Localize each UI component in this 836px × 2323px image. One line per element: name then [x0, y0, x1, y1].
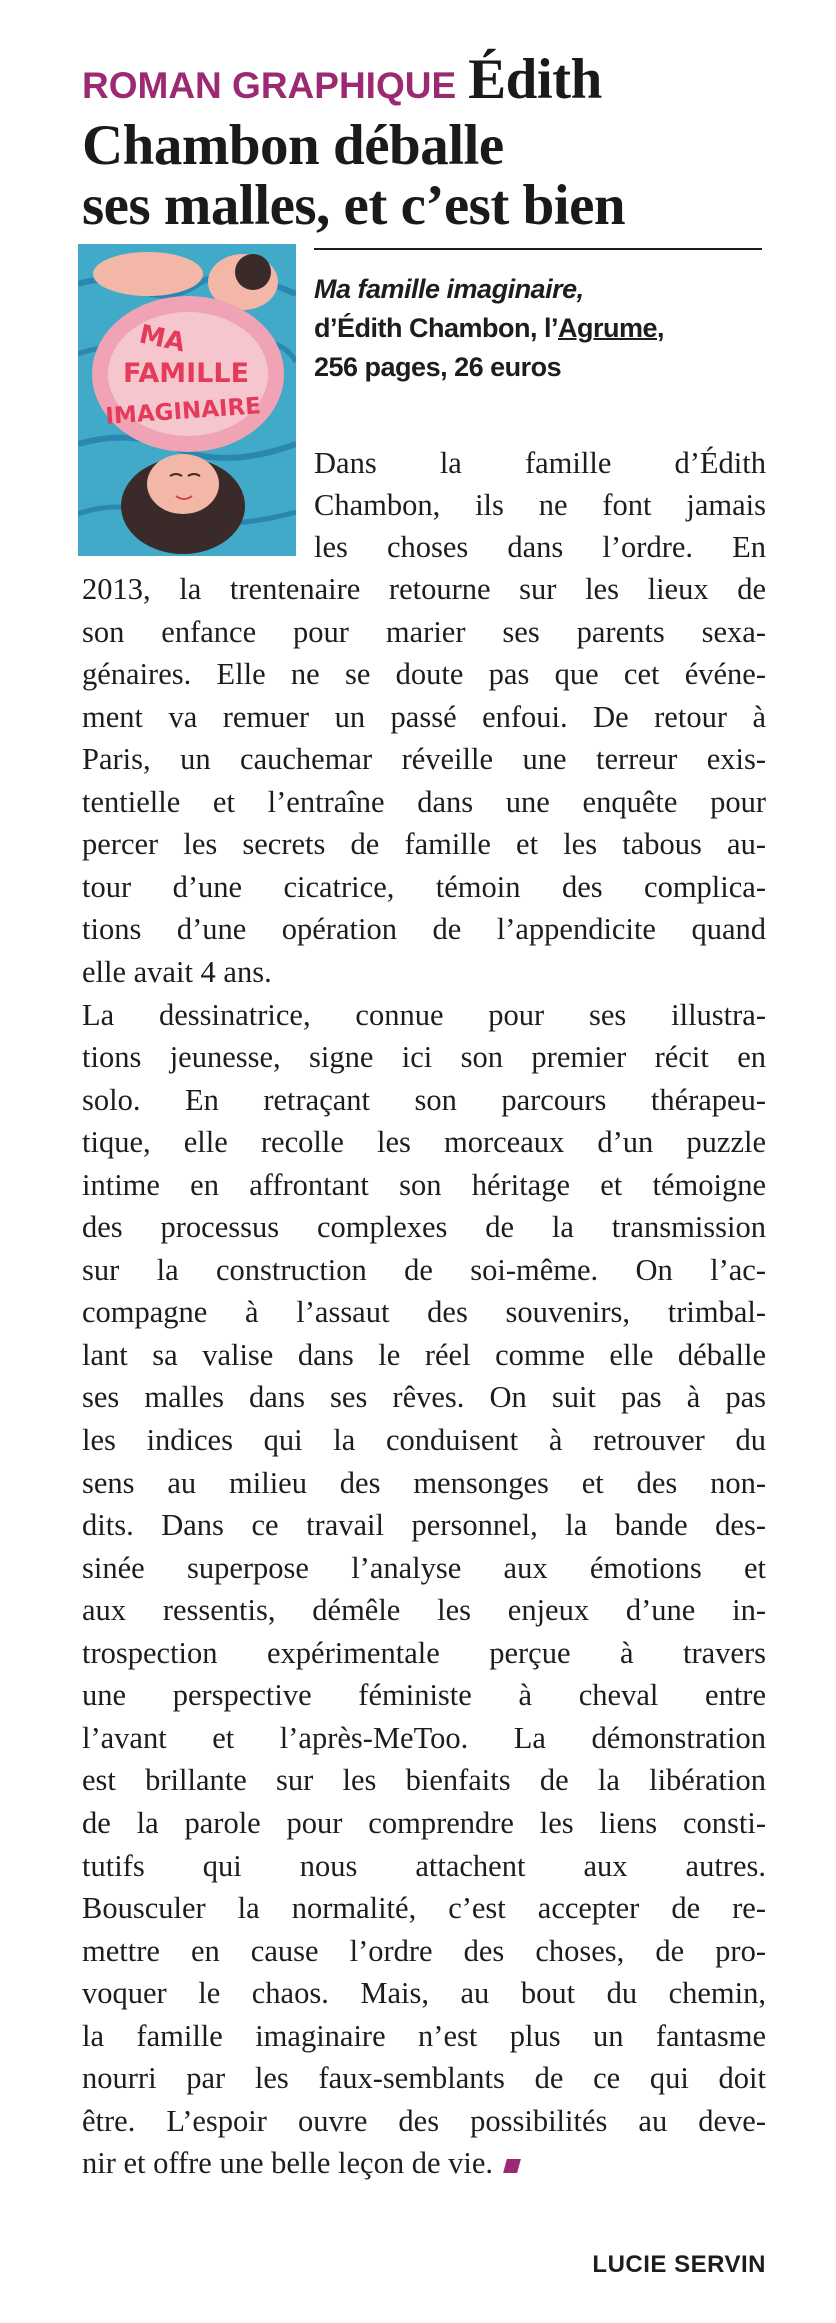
body-line: nir et offre une belle leçon de vie. — [82, 2142, 766, 2184]
cover-title-famille: FAMILLE — [123, 358, 250, 389]
body-line: sur la construction de soi-même. On l’ac- — [82, 1252, 766, 1287]
book-author: d’Édith Chambon, l’ — [314, 313, 558, 343]
body-line: nourri par les faux-semblants de ce qui doit — [82, 2061, 766, 2096]
byline: LUCIE SERVIN — [592, 2251, 766, 2278]
body-line: 2013, la trentenaire retourne sur les lieux de — [82, 572, 766, 606]
body-line: tour d’une cicatrice, témoin des complica- — [82, 869, 766, 904]
body-line: tentielle et l’entraîne dans une enquête pour — [82, 784, 766, 819]
body-line: ment va remuer un passé enfoui. De retour à — [82, 699, 766, 734]
body-line: est brillante sur les bienfaits de la libération — [82, 1763, 766, 1798]
body-line: tutifs qui nous attachent aux autres. — [82, 1848, 766, 1883]
body-line: ses malles dans ses rêves. On suit pas à pas — [82, 1380, 766, 1415]
body-line: sens au milieu des mensonges et des non- — [82, 1465, 766, 1500]
body-line: Dans la famille d’Édith — [314, 446, 766, 480]
body-line: Bousculer la normalité, c’est accepter de re- — [82, 1891, 766, 1926]
headline-line-2: Chambon déballe — [82, 114, 504, 177]
body-line: l’avant et l’après-MeToo. La démonstration — [82, 1720, 766, 1755]
book-title: Ma famille imaginaire, — [314, 274, 584, 304]
headline-line-1 — [82, 50, 772, 116]
kicker-label: ROMAN GRAPHIQUE — [82, 65, 457, 106]
body-line: voquer le chaos. Mais, au bout du chemin, — [82, 1976, 766, 2011]
body-line: de la parole pour comprendre les liens consti- — [82, 1805, 766, 1840]
headline-line-3: ses malles, et c’est bien — [82, 174, 626, 237]
book-publisher: Agrume — [557, 313, 657, 343]
body-line: la famille imaginaire n’est plus un fantasme — [82, 2018, 766, 2053]
cover-title-imaginaire: IMAGINAIRE — [104, 393, 262, 430]
body-line: elle avait 4 ans. — [82, 954, 272, 989]
body-line: aux ressentis, démêle les enjeux d’une in- — [82, 1593, 766, 1628]
body-line: La dessinatrice, connue pour ses illustra- — [82, 997, 766, 1032]
body-line: lant sa valise dans le réel comme elle déballe — [82, 1337, 766, 1372]
body-line: des processus complexes de la transmission — [82, 1210, 766, 1245]
book-author-line — [314, 309, 764, 348]
body-line: son enfance pour marier ses parents sexa- — [82, 614, 766, 649]
cover-title-ma: MA — [136, 319, 188, 359]
body-line: solo. En retraçant son parcours thérapeu- — [82, 1082, 766, 1117]
body-line: être. L’espoir ouvre des possibilités au deve- — [82, 2103, 766, 2138]
divider-rule — [314, 248, 762, 250]
book-info — [314, 270, 764, 387]
body-line: les choses dans l’ordre. En — [314, 530, 766, 564]
body-line: mettre en cause l’ordre des choses, de pro- — [82, 1933, 766, 1968]
body-line: intime en affrontant son héritage et témoigne — [82, 1167, 766, 1202]
book-details: 256 pages, 26 euros — [314, 352, 562, 382]
book-author-suffix: , — [657, 313, 665, 343]
body-line: Paris, un cauchemar réveille une terreur exis- — [82, 742, 766, 777]
body-line: percer les secrets de famille et les tabous au- — [82, 827, 766, 862]
book-cover-image — [78, 244, 296, 556]
body-line: sinée superpose l’analyse aux émotions et — [82, 1550, 766, 1585]
body-line: trospection expérimentale perçue à travers — [82, 1635, 766, 1670]
headline — [82, 50, 772, 236]
end-mark-icon — [503, 2159, 521, 2173]
body-line: tions d’une opération de l’appendicite quand — [82, 912, 766, 947]
body-line: une perspective féministe à cheval entre — [82, 1678, 766, 1713]
body-line: génaires. Elle ne se doute pas que cet événe- — [82, 657, 766, 692]
body-line: les indices qui la conduisent à retrouver du — [82, 1423, 766, 1457]
body-line: dits. Dans ce travail personnel, la bande des- — [82, 1508, 766, 1543]
body-line: tions jeunesse, signe ici son premier récit en — [82, 1040, 766, 1075]
headline-text-1: Édith — [468, 48, 602, 111]
body-line: tique, elle recolle les morceaux d’un puzzle — [82, 1125, 766, 1160]
body-line: compagne à l’assaut des souvenirs, trimbal- — [82, 1295, 766, 1330]
body-line: Chambon, ils ne font jamais — [314, 488, 766, 522]
